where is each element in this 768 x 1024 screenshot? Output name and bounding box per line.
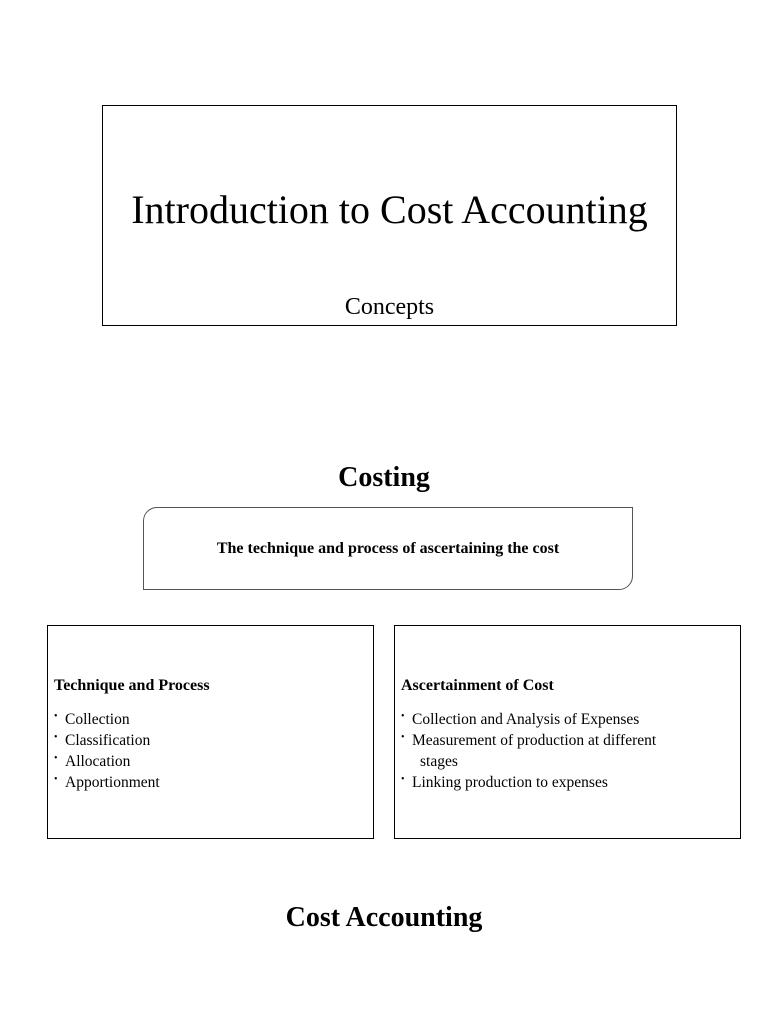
ascertainment-list: [401, 709, 734, 793]
ascertainment-title: Ascertainment of Cost: [401, 677, 554, 694]
bullet-icon: •: [54, 774, 58, 785]
technique-process-list: [54, 709, 367, 793]
technique-process-title: Technique and Process: [54, 677, 210, 694]
title-slide-box: [102, 105, 677, 326]
bullet-icon: •: [54, 753, 58, 764]
list-item: • Allocation: [54, 751, 367, 772]
bullet-icon: •: [401, 711, 405, 722]
slide-title: Introduction to Cost Accounting: [131, 187, 648, 232]
slide-subtitle: Concepts: [344, 294, 435, 320]
bullet-icon: •: [54, 711, 58, 722]
bullet-icon: •: [401, 774, 405, 785]
costing-definition-text: The technique and process of ascertaining the cost: [216, 540, 560, 557]
cost-accounting-heading: Cost Accounting: [285, 902, 483, 933]
bullet-icon: •: [54, 732, 58, 743]
list-item: • Measurement of production at different stages: [401, 730, 734, 772]
bullet-icon: •: [401, 732, 405, 743]
ascertainment-panel: [394, 625, 741, 839]
list-item: • Apportionment: [54, 772, 367, 793]
list-item: • Collection and Analysis of Expenses: [401, 709, 734, 730]
costing-definition-box: [143, 507, 633, 590]
list-item: • Classification: [54, 730, 367, 751]
technique-process-panel: [47, 625, 374, 839]
list-item: • Collection: [54, 709, 367, 730]
list-item: • Linking production to expenses: [401, 772, 734, 793]
costing-heading: Costing: [338, 462, 430, 493]
